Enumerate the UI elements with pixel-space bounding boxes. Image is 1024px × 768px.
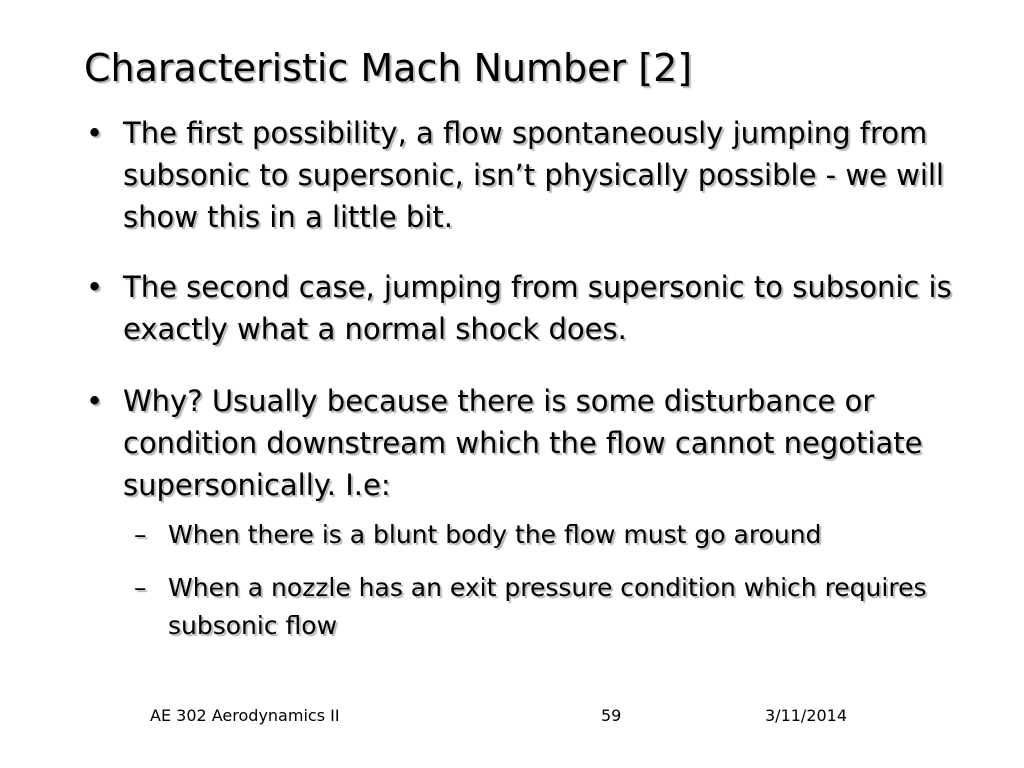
bullet-item bbox=[86, 266, 956, 350]
bullet-item bbox=[86, 112, 956, 238]
bullet-text: The first possibility, a flow spontaneously jumping from subsonic to supersonic, isn’t physically possible - we will show this in a little bit. bbox=[123, 116, 944, 234]
sub-bullet-marker: – bbox=[134, 520, 147, 549]
bullet-marker: • bbox=[86, 270, 104, 304]
footer-course-name: AE 302 Aerodynamics II bbox=[150, 706, 340, 725]
slide-content bbox=[86, 112, 956, 645]
bullet-text: Why? Usually because there is some disturbance or condition downstream which the flow cannot negotiate supersonically. I.e: bbox=[123, 384, 923, 502]
bullet-text: The second case, jumping from supersonic to subsonic is exactly what a normal shock does. bbox=[123, 270, 952, 346]
bullet-item bbox=[86, 380, 956, 506]
footer-page-number: 59 bbox=[601, 706, 622, 725]
bullet-marker: • bbox=[86, 116, 104, 150]
sub-bullet-item bbox=[86, 516, 956, 554]
slide-title: Characteristic Mach Number [2] bbox=[84, 46, 693, 90]
sub-bullet-text: When a nozzle has an exit pressure condition which requires subsonic flow bbox=[168, 573, 927, 640]
sub-bullet-item bbox=[86, 569, 956, 645]
footer-date: 3/11/2014 bbox=[765, 706, 848, 725]
bullet-marker: • bbox=[86, 384, 104, 418]
sub-bullet-marker: – bbox=[134, 573, 147, 602]
sub-bullet-text: When there is a blunt body the flow must go around bbox=[168, 520, 822, 549]
